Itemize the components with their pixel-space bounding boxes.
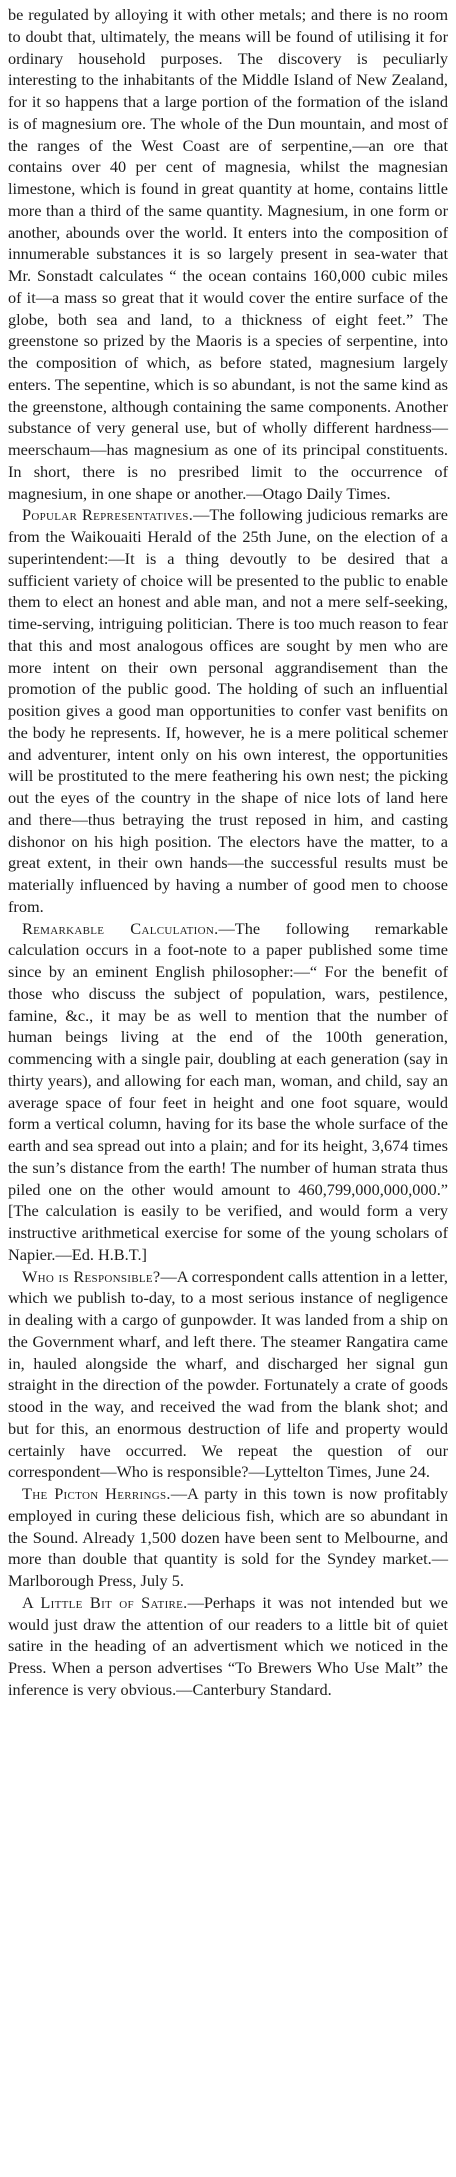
article-who-is-responsible: [8, 1266, 448, 1484]
article-body: —The following judicious remarks are from the Waikouaiti Herald of the 25th June, on the election of a superintendent:—It is a thing devoutly to be desired that a sufficient variety of choice will be presented to the public to enable them to elect an honest and able man, and not a mere self-seeking, time-serving, intriguing politician. There is too much reason to fear that this and most analogous offices are sought by men who are more intent on their own personal aggrandisement than the promotion of the public good. The holding of such an influential position gives a good man opportunities to confer vast benifits on the body he represents. If, however, he is a mere political schemer and adventurer, intent only on his own interest, the opportunities will be prostituted to the mere feathering his own nest; the picking out the eyes of the country in the shape of nice lots of land here and there—thus betraying the trust reposed in him, and casting dishonor on his high position. The electors have the matter, to a great extent, in their own hands—the successful results must be materially influenced by having a number of good men to choose from.: [8, 505, 448, 916]
article-picton-herrings: [8, 1483, 448, 1592]
article-body: be regulated by alloying it with other metals; and there is no room to doubt that, ultimately, the means will be found of utilising it for ordinary household purposes. The discovery is peculiarly interesting to the inhabitants of the Middle Island of New Zealand, for it so happens that a large portion of the formation of the island is of magnesium ore. The whole of the Dun mountain, and most of the ranges of the West Coast are of serpentine,—an ore that contains over 40 per cent of magnesia, whilst the magnesian limestone, which is found in great quantity at home, contains little more than a third of the same quantity. Magnesium, in one form or another, abounds over the world. It enters into the composition of innumerable substances it is so largely present in sea-water that Mr. Sonstadt calculates “ the ocean contains 160,000 cubic miles of it—a mass so great that it would cover the entire surface of the globe, both sea and land, to a thickness of eight feet.” The greenstone so prized by the Maoris is a species of serpentine, into the composition of which, as before stated, magnesium largely enters. The sepentine, which is so abundant, is not the same kind as the greenstone, although containing the same components. Another substance of very general use, but of wholly different hardness—meerschaum—has magnesium as one of its principal constituents. In short, there is no presribed limit to the occurrence of magnesium, in one shape or another.—Otago Daily Times.: [8, 5, 448, 503]
article-heading: The Picton Herrings.: [22, 1484, 171, 1503]
article-body: —A correspondent calls attention in a letter, which we publish to-day, to a most serious instance of negligence in dealing with a cargo of gunpowder. It was landed from a ship on the Government wharf, and left there. The steamer Rangatira came in, hauled alongside the wharf, and discharged her signal gun straight in the direction of the powder. Fortunately a crate of goods stood in the way, and received the wad from the blank shot; and but for this, an enormous destruction of life and property would certainly have occurred. We repeat the question of our correspondent—Who is responsible?—Lyttelton Times, June 24.: [8, 1266, 448, 1482]
article-heading: Remarkable Calculation.: [22, 918, 219, 938]
article-heading: A Little Bit of Satire.: [22, 1592, 188, 1612]
article-body: —Perhaps it was not intended but we would just draw the attention of our readers to a little bit of quiet satire in the heading of an advertisment which we noticed in the Press. When a person advertises “To Brewers Who Use Malt” the inference is very obvious.—Canterbury Standard.: [8, 1592, 448, 1699]
article-magnesium: [8, 4, 448, 504]
article-popular-representatives: [8, 504, 448, 917]
article-body: —The following remarkable calculation occurs in a foot-note to a paper published some time since by an eminent English philosopher:—“ For the benefit of those who discuss the subject of population, wars, pestilence, famine, &c., it may be as well to mention that the number of human beings living at the end of the 100th generation, commencing with a single pair, doubling at each generation (say in thirty years), and allowing for each man, woman, and child, say an average space of four feet in height and one foot square, would form a vertical column, having for its base the whole surface of the earth and sea spread out into a plain; and for its height, 3,674 times the sun’s distance from the earth! The number of human strata thus piled one on the other would amount to 460,799,000,000,000.” [The calculation is easily to be verified, and would form a very instructive arithmetical exercise for some of the young scholars of Napier.—Ed. H.B.T.]: [8, 918, 448, 1264]
article-body: —A party in this town is now profitably employed in curing these delicious fish, which are so abundant in the Sound. Already 1,500 dozen have been sent to Melbourne, and more than double that quantity is sold for the Syndey market.—Marlborough Press, July 5.: [8, 1484, 448, 1590]
article-heading: Who is Responsible?: [22, 1266, 161, 1286]
article-heading: Popular Representatives.: [22, 505, 194, 525]
article-remarkable-calculation: [8, 918, 448, 1266]
article-little-bit-of-satire: [8, 1592, 448, 1701]
